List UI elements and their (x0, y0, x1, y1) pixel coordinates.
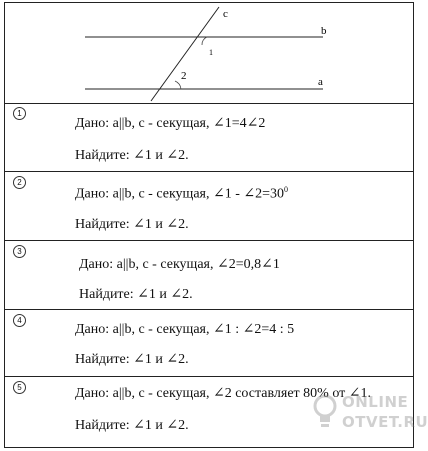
problem-find: Найдите: ∠1 и ∠2. (75, 418, 189, 433)
problem-find: Найдите: ∠1 и ∠2. (75, 217, 189, 232)
angle-2-arc (175, 81, 181, 89)
parallel-lines-figure (5, 3, 413, 103)
watermark-logo (312, 385, 428, 445)
task-sheet (4, 2, 414, 448)
problem-row-4 (5, 310, 413, 377)
degree-superscript: 0 (284, 185, 288, 194)
problem-number: 3 (13, 245, 26, 258)
angle-1-label: 1 (209, 48, 213, 57)
problem-given (75, 185, 288, 203)
lightbulb-icon (312, 393, 340, 433)
problem-given: Дано: a||b, c - секущая, ∠2 составляет 80% от ∠1. (75, 386, 371, 401)
problem-number: 2 (13, 176, 26, 189)
problem-find: Найдите: ∠1 и ∠2. (79, 287, 193, 302)
figure-cell (5, 3, 413, 104)
problem-number: 4 (13, 314, 26, 327)
problem-number: 1 (13, 107, 26, 120)
problem-find: Найдите: ∠1 и ∠2. (75, 148, 189, 163)
watermark-line-1: ONLINE (342, 393, 409, 411)
angle-2-label: 2 (181, 70, 187, 82)
problem-given: Дано: a||b, c - секущая, ∠1 : ∠2=4 : 5 (75, 322, 295, 337)
problem-number: 5 (13, 381, 26, 394)
problem-find: Найдите: ∠1 и ∠2. (75, 352, 189, 367)
given-text: Дано: a||b, c - секущая, ∠1 - ∠2=30 (75, 186, 284, 202)
label-c: c (223, 8, 228, 20)
angle-1-arc (202, 37, 207, 45)
label-a: a (318, 76, 323, 88)
problem-row-3 (5, 241, 413, 310)
problem-row-2 (5, 172, 413, 241)
problem-given: Дано: a||b, c - секущая, ∠2=0,8∠1 (79, 257, 280, 272)
problem-row-1 (5, 103, 413, 172)
watermark-line-2: OTVET.RU (342, 413, 428, 431)
problem-given: Дано: a||b, c - секущая, ∠1=4∠2 (75, 116, 266, 131)
label-b: b (321, 25, 327, 37)
